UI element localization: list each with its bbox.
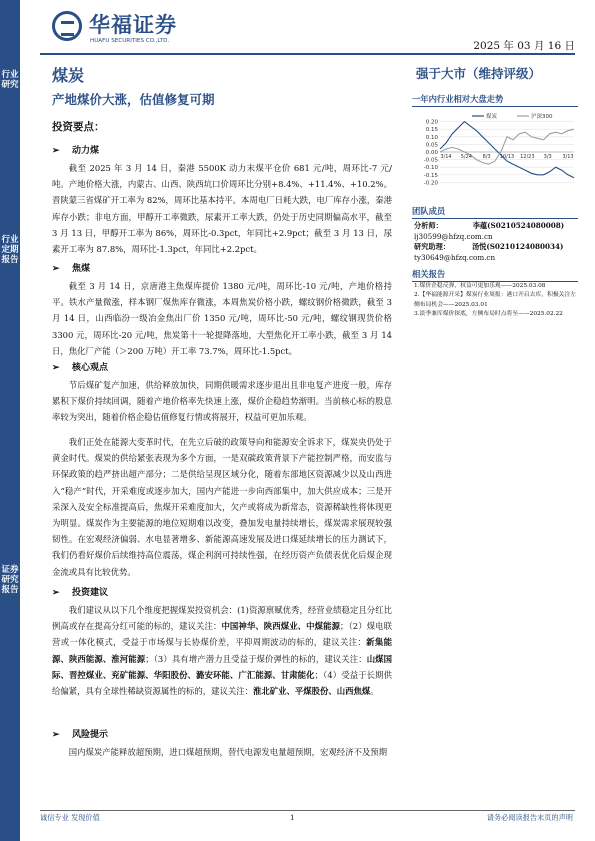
section-coking-coal [52,261,90,274]
analyst-2-email[interactable]: ty30649@hfzq.com.cn [414,253,496,262]
footer-disclaimer: 请务必阅读报告末页的声明 [486,813,573,822]
performance-heading: 一年内行业相对大盘走势 [412,93,578,107]
analyst-1 [414,220,564,242]
para-thermal-coal: 截至 2025 年 3 月 14 日，秦港 5500K 动力末煤平仓价 681 元/吨，周环比-7 元/吨。产地价格大涨，内蒙古、山西、陕西坑口价周环比分别+8.4%、+11.4%、+10.2%。晋陕蒙三省煤矿开工率为 82%，周环比基本持平。本周电厂日耗大跌，电厂库存小涨，秦港库存小跌；非电方面，甲醇开工率微跌，尿素开工率大跌，仍处于历史同期偏高水平，截至 3 月 13 日，甲醇开工率为 86%，周环比-0.3pct，年同比+2.9pct；截至 3 月 13 日，尿素开工率为 87.8%，周环比-1.3pct，年同比+2.2pct。 [52,163,392,255]
advice-text-4: ；（4）受益于长期供给偏紧，具有全球性稀缺资源属性的标的，建议关注： [52,669,393,697]
section-core-view [52,360,108,373]
section-investment-advice [52,585,108,598]
y-tick-label: -0.20 [423,180,438,187]
analyst-1-cert: (S0210524080008) [487,221,565,230]
key-points-heading: 投资要点： [52,121,105,133]
x-tick-label: 8/3 [482,154,491,160]
analyst-1-role: 分析师： [414,221,443,230]
para-core-view-a: 节后煤矿复产加速，供给释放加快，同期供暖需求逐步退出且非电复产进度一般，库存累积下煤价持续回调，随着产地价格率先快速上涨，煤价企稳趋势渐明。当前核心标的股息率较为突出，随着价格企稳估值修复行情或将展开，权益可更加乐观。 [52,380,392,423]
logo-english-name: HUAFU SECURITIES CO.,LTD. [90,38,170,44]
advice-text-1: 我们建议从以下几个维度把握煤炭投资机会：(1)资源禀赋优秀，经营业绩稳定且分红比例高或存在提高分红可能的标的，建议关注： [52,605,392,632]
analyst-2-cert: (S0210124080034) [486,242,564,251]
advice-stocks-3: 山煤国际、晋控煤业、兖矿能源、华阳股份、潞安环能、广汇能源、甘肃能化 [52,653,393,680]
x-tick-label: 5/24 [460,154,472,160]
industry-rating: 强于大市（维持评级） [416,66,542,81]
y-tick-label: -0.10 [423,165,438,172]
section-thermal-coal [52,143,99,156]
section-risk-title: 风险提示 [72,730,109,740]
analyst-1-name: 李蕴 [472,221,488,230]
related-report-item[interactable]: 3.淡季兼库煤价探底，左侧布局时点将至——2025.02.22 [414,310,563,317]
relative-performance-chart [412,108,580,196]
legend-label: 煤炭 [486,114,498,120]
section-coking-coal-title: 焦煤 [72,264,91,274]
arrow-icon: ➢ [52,264,60,274]
logo-chinese-name: 华福证券 [89,13,177,37]
analyst-2 [414,241,563,263]
advice-text-5: 。 [370,686,379,697]
x-tick-label: 3/13 [562,154,574,160]
para-coking-coal: 截至 3 月 14 日，京唐港主焦煤库提价 1380 元/吨，周环比-10 元/吨，产地价格持平。铁水产量微涨，样本钢厂煤焦库存微涨，本周焦炭价格小跌，螺纹钢价格微跌，截至 3 月 14 日，山西临汾一级冶金焦出厂价 1350 元/吨，周环比-50 元/吨，螺纹钢现货价格 3300 元，周环比-20 元/吨，焦炭第十一轮提降落地，大型焦化开工率小跌，截至 3 月 14 日，焦化厂产能（＞200 万吨）开工率 73.7%，周环比-1.5pct。 [52,281,392,356]
y-tick-label: 0.15 [425,127,438,134]
section-thermal-coal-title: 动力煤 [72,146,100,156]
x-tick-label: 3/3 [543,154,552,160]
report-title: 煤炭 [52,66,85,85]
arrow-icon: ➢ [52,730,60,740]
team-heading: 团队成员 [412,205,578,219]
sidebar-label-periodic: 行业定期报告 [1,235,19,265]
advice-text-2: ；（2）煤电联营或一体化模式，受益于市场煤与长协煤价差，平抑周期波动的标的，建议关注： [52,621,393,648]
sidebar-label-research: 证券研究报告 [1,565,19,595]
para-core-view-b: 我们正处在能源大变革时代，在先立后破的政策导向和能源安全诉求下，煤炭央仍处于黄金时代。煤炭的供给紧张表现为多个方面，一是双碳政策背景下产能控制严格，而安监与环保政策的趋严挤出超产部分；二是供给呈现区域分化，随着东部地区资源减少以及山西进入“稳产”时代，开采难度或逐步加大，国内产能进一步向西部集中，加大供应成本；三是开采深入及安全标准提高后，焦煤开采难度加大，欠产或将成为新常态，资源稀缺性将体现更为明显。煤炭作为主要能源的地位短期难以改变，叠加发电量持续增长，煤炭需求展现较强韧性。在宏观经济偏弱、水电显著增多、新能源高速发展及进口煤延续增长的压力测试下，我们仍看好煤价后续维持高位震荡，煤企利润可持续性强，在经历资产负债表优化后煤企现金流或具有比较优势。 [52,437,392,577]
related-report-item[interactable]: 1.煤价企稳反弹，权益可更加乐观——2025.03.08 [414,283,546,289]
analyst-1-email[interactable]: lj30599@hfzq.com.cn [414,232,493,241]
footer-slogan: 诚信专业 发现价值 [40,813,100,822]
related-report-item[interactable]: 2.【华福能源开采】煤炭行业周报：港口开启去库，积极关注左侧布局机会——2025.03.01 [414,292,577,308]
y-tick-label: 0.10 [425,134,438,141]
arrow-icon: ➢ [52,588,60,598]
y-tick-label: 0.00 [425,150,438,156]
advice-stocks-4: 淮北矿业、平煤股份、山西焦煤 [253,686,371,697]
para-risk: 国内煤炭产能释放超预期，进口煤超预期，替代电源发电量超预期，宏观经济不及预期 [68,747,388,757]
related-reports-heading: 相关报告 [412,268,578,282]
header-divider [40,53,575,55]
page-number: 1 [290,813,295,822]
report-subtitle: 产地煤价大涨，估值修复可期 [52,92,215,107]
footer-divider [40,810,575,811]
x-tick-label: 10/13 [499,154,515,160]
x-tick-label: 3/14 [440,154,452,160]
advice-text-3: ；（3）具有增产潜力且受益于煤价弹性的标的，建议关注： [145,653,367,664]
logo-emblem-icon [52,11,82,41]
y-tick-label: -0.15 [423,172,438,179]
advice-stocks-1: 中国神华、陕西煤业、中煤能源 [221,621,341,632]
left-sidebar [0,0,20,841]
advice-stocks-2: 新集能源、陕西能源、淮河能源 [52,637,393,664]
sidebar-label-industry: 行业研究 [1,70,19,90]
arrow-icon: ➢ [52,363,60,373]
company-logo [52,9,217,51]
y-tick-label: 0.20 [425,119,438,126]
analyst-2-name: 汤悦 [471,242,487,251]
section-risk [52,727,108,740]
section-core-view-title: 核心观点 [72,363,109,373]
y-tick-label: 0.05 [425,142,438,149]
related-reports-list [414,282,579,319]
arrow-icon: ➢ [52,146,60,156]
analyst-2-role: 研究助理： [414,242,450,251]
report-date: 2025 年 03 月 16 日 [473,40,575,52]
legend-label: 沪深300 [531,114,553,120]
y-tick-label: -0.05 [423,157,438,164]
section-investment-advice-title: 投资建议 [72,588,109,598]
x-tick-label: 12/23 [520,154,535,160]
para-investment-advice [52,602,392,699]
